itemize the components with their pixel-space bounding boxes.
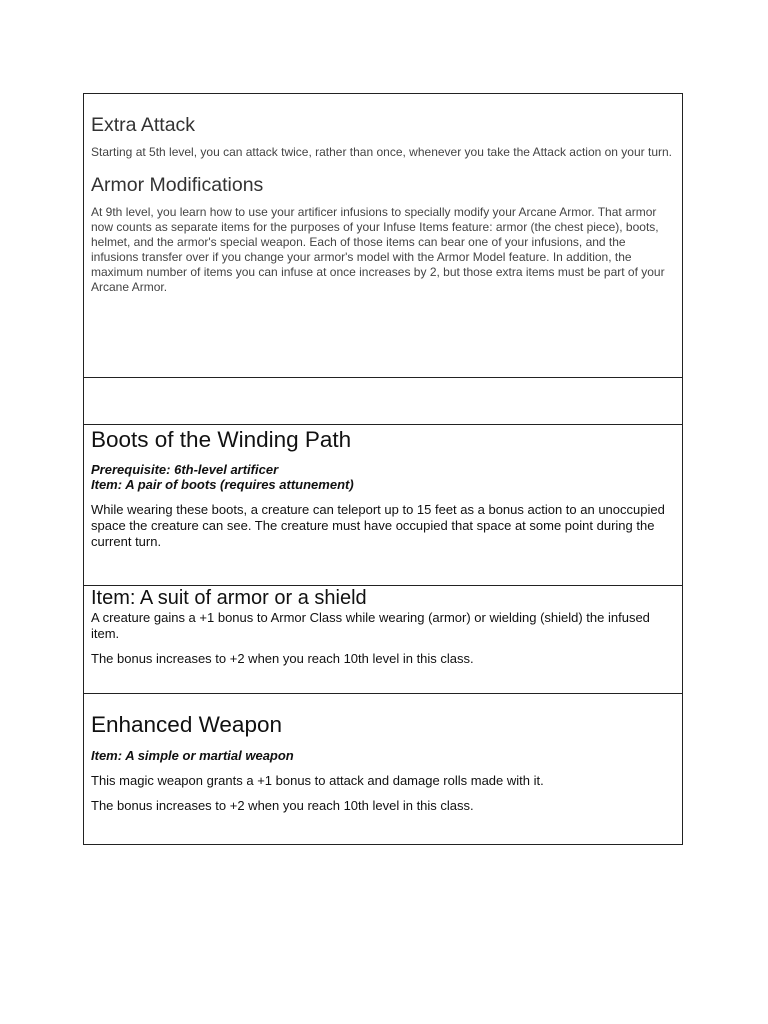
enhanced-weapon-heading: Enhanced Weapon — [91, 712, 282, 737]
cell-armor-or-shield — [84, 586, 682, 694]
cell-enhanced-weapon — [84, 694, 682, 844]
enhanced-weapon-item: Item: A simple or martial weapon — [91, 748, 294, 763]
boots-prerequisite: Prerequisite: 6th-level artificer — [91, 462, 279, 477]
armor-modifications-heading: Armor Modifications — [91, 174, 264, 196]
cell-boots-of-winding-path — [84, 425, 682, 586]
cell-artificer-features — [84, 94, 682, 378]
enhanced-weapon-text-2: The bonus increases to +2 when you reach 10th level in this class. — [91, 798, 474, 813]
boots-item: Item: A pair of boots (requires attunement) — [91, 477, 354, 492]
extra-attack-text: Starting at 5th level, you can attack twice, rather than once, whenever you take the Attack action on your turn. — [91, 145, 672, 159]
armor-shield-text-2: The bonus increases to +2 when you reach 10th level in this class. — [91, 651, 474, 666]
extra-attack-heading: Extra Attack — [91, 114, 196, 136]
armor-modifications-text: At 9th level, you learn how to use your artificer infusions to specially modify your Arcane Armor. That armor now counts as separate items for the purposes of your Infuse Items feature: armor (the chest piece), boots, helmet, and the armor's special weapon. Each of those items can bear one of your infusions, and the infusions transfer over if you change your armor's model with the Armor Model feature. In addition, the maximum number of items you can infuse at once increases by 2, but those extra items must be part of your Arcane Armor. — [91, 205, 665, 294]
boots-text: While wearing these boots, a creature can teleport up to 15 feet as a bonus action to an unoccupied space the creature can see. The creature must have occupied that space at some point during the current turn. — [91, 502, 665, 549]
cell-empty — [84, 378, 682, 425]
enhanced-weapon-text-1: This magic weapon grants a +1 bonus to attack and damage rolls made with it. — [91, 773, 544, 788]
boots-heading: Boots of the Winding Path — [91, 427, 352, 452]
document-table — [83, 93, 683, 845]
armor-shield-text-1: A creature gains a +1 bonus to Armor Class while wearing (armor) or wielding (shield) the infused item. — [91, 610, 650, 641]
armor-shield-heading: Item: A suit of armor or a shield — [91, 587, 367, 609]
